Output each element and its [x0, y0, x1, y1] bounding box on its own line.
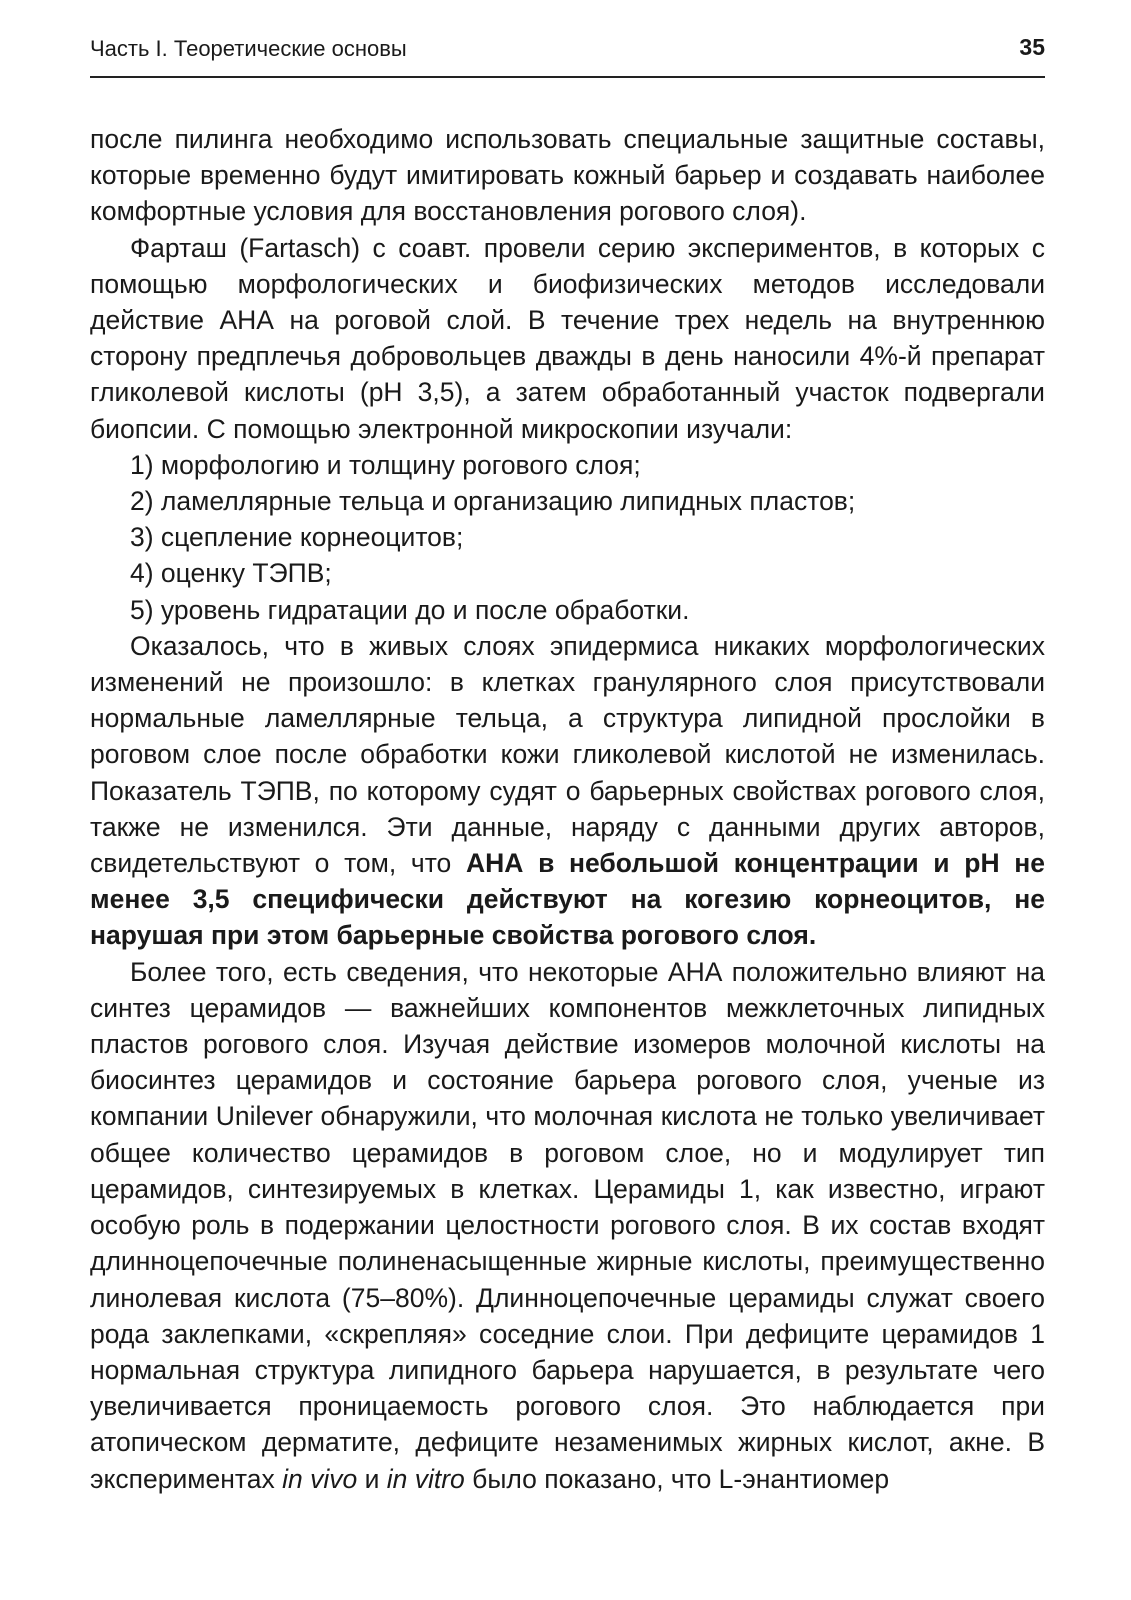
- body-text: [90, 121, 1045, 1497]
- term-in-vivo: in vivo: [282, 1463, 358, 1494]
- paragraph-4: [90, 954, 1045, 1497]
- chapter-title: Часть I. Теоретические основы: [90, 36, 407, 61]
- paragraph-4-text: Более того, есть сведения, что некоторые АНА положительно влияют на синтез церамидов — важнейших компонентов межклеточных липидных пластов рогового слоя. Изучая действие изомеров молочной кислоты на биосинтез церамидов и состояние барьера рогового слоя, ученые из компании Unilever обнаружили, что молочная кислота не только увеличивает общее количество церамидов в роговом слое, но и модулирует тип церамидов, синтезируемых в клетках. Церамиды 1, как известно, играют особую роль в подержании целостности рогового слоя. В их состав входят длинноцепочечные полиненасыщенные жирные кислоты, преимущественно линолевая кислота (75–80%). Длинноцепочечные церамиды служат своего рода заклепками, «скрепляя» соседние слои. При дефиците церамидов 1 нормальная структура липидного барьера нарушается, в результате чего увеличивается проницаемость рогового слоя. Это наблюдается при атопическом дерматите, дефиците незаменимых жирных кислот, акне. В экспериментах: [90, 956, 1045, 1494]
- list-item-5: 5) уровень гидратации до и после обработки.: [130, 594, 690, 625]
- paragraph-4-and: и: [357, 1463, 387, 1494]
- paragraph-3-bold: АНА в небольшой концентрации и pH не менее 3,5 специфически действуют на когезию корнеоцитов, не нарушая при этом барьерные свойства рогового слоя.: [90, 848, 1046, 951]
- paragraph-3-text: Оказалось, что в живых слоях эпидермиса никаких морфологических изменений не произошло: в клетках гранулярного слоя присутствовали нормальные ламеллярные тельца, а структура липидной прослойки в роговом слое после обработки кожи гликолевой кислотой не изменилась. Показатель ТЭПВ, по которому судят о барьерных свойствах рогового слоя, также не изменился. Эти данные, наряду с данными других авторов, свидетельствуют о том, что: [90, 630, 1045, 879]
- paragraph-2: Фарташ (Fartasch) с соавт. провели серию экспериментов, в которых с помощью морфологических и биофизических методов исследовали действие АНА на роговой слой. В течение трех недель на внутреннюю сторону предплечья добровольцев дважды в день наносили 4%-й препарат гликолевой кислоты (pH 3,5), а затем обработанный участок подвергали биопсии. С помощью электронной микроскопии изучали:: [90, 232, 1045, 444]
- list-item-4: 4) оценку ТЭПВ;: [130, 558, 332, 589]
- paragraph-1: после пилинга необходимо использовать специальные защитные составы, которые временно будут имитировать кожный барьер и создавать наиболее комфортные условия для восстановления рогового слоя).: [90, 124, 1045, 227]
- paragraph-3: [90, 628, 1045, 954]
- list-item-3: 3) сцепление корнеоцитов;: [130, 522, 464, 553]
- paragraph-4-end: было показано, что L-энантиомер: [464, 1463, 890, 1494]
- running-header: [90, 32, 1045, 78]
- list-item-1: 1) морфологию и толщину рогового слоя;: [130, 449, 641, 480]
- page-number: 35: [1019, 34, 1045, 60]
- list-item-2: 2) ламеллярные тельца и организацию липидных пластов;: [130, 486, 856, 517]
- term-in-vitro: in vitro: [386, 1463, 465, 1494]
